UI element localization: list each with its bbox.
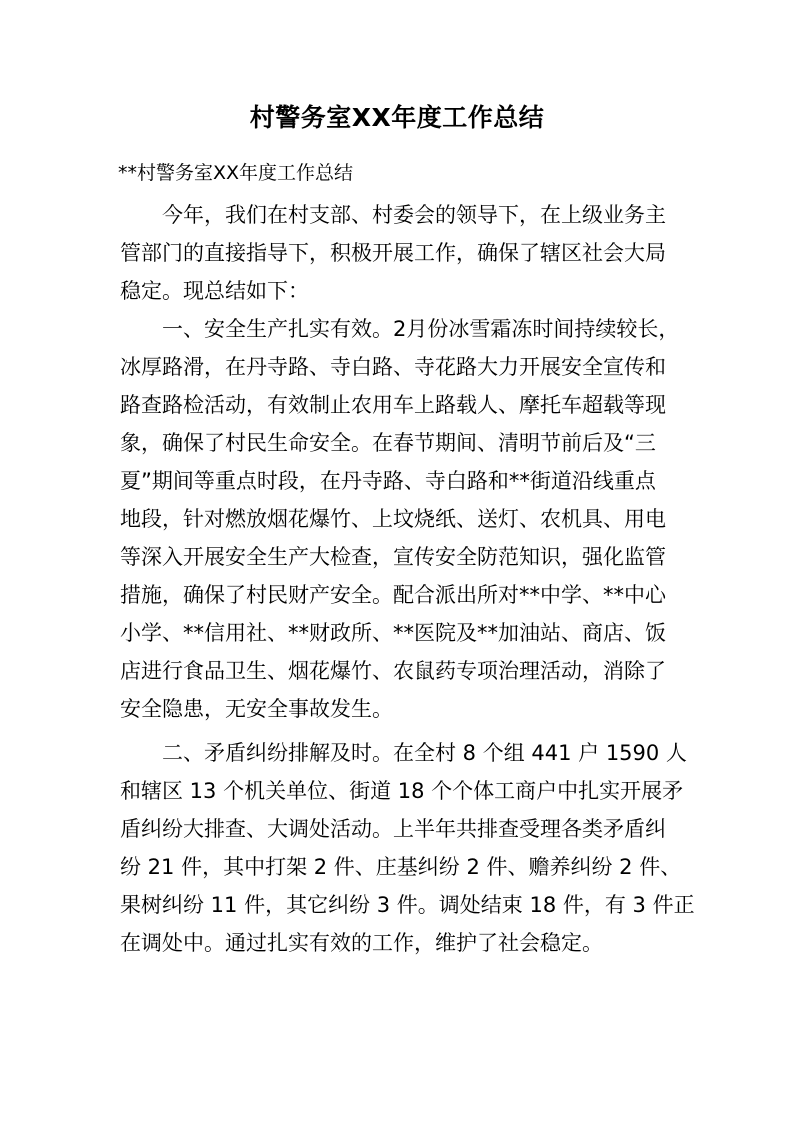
paragraph-intro: [120, 196, 688, 310]
paragraph-disputes: [120, 734, 695, 962]
paragraph-line: 等深入开展安全生产大检查，宣传安全防范知识，强化监管: [120, 545, 666, 569]
paragraph-line: 冰厚路滑，在丹寺路、寺白路、寺花路大力开展安全宣传和: [120, 355, 666, 379]
paragraph-line: 一、安全生产扎实有效。2月份冰雪霜冻时间持续较长，: [162, 317, 680, 341]
document-body: [120, 196, 695, 962]
paragraph-line: 今年，我们在村支部、村委会的领导下，在上级业务主: [162, 203, 666, 227]
paragraph-line: 小学、**信用社、**财政所、**医院及**加油站、商店、饭: [120, 621, 666, 645]
paragraph-line: 在调处中。通过扎实有效的工作，维护了社会稳定。: [120, 931, 603, 955]
paragraph-safety: [120, 310, 688, 728]
document-title: 村警务室XX年度工作总结: [249, 103, 545, 132]
paragraph-line: 安全隐患，无安全事故发生。: [120, 697, 393, 721]
paragraph-line: 店进行食品卫生、烟花爆竹、农鼠药专项治理活动，消除了: [120, 659, 666, 683]
paragraph-line: 象，确保了村民生命安全。在春节期间、清明节前后及“三: [120, 431, 656, 455]
paragraph-line: 路查路检活动，有效制止农用车上路载人、摩托车超载等现: [120, 393, 666, 417]
paragraph-line: 地段，针对燃放烟花爆竹、上坟烧纸、送灯、农机具、用电: [120, 507, 666, 531]
paragraph-line: 果树纠纷 11 件，其它纠纷 3 件。调处结束 18 件，有 3 件正: [120, 893, 695, 917]
paragraph-line: 二、矛盾纠纷排解及时。在全村 8 个组 441 户 1590 人: [162, 741, 687, 765]
document-subtitle: **村警务室XX年度工作总结: [118, 162, 354, 184]
paragraph-line: 盾纠纷大排查、大调处活动。上半年共排查受理各类矛盾纠: [120, 817, 666, 841]
paragraph-line: 措施，确保了村民财产安全。配合派出所对**中学、**中心: [120, 583, 666, 607]
paragraph-line: 和辖区 13 个机关单位、街道 18 个个体工商户中扎实开展矛: [120, 779, 684, 803]
paragraph-line: 纷 21 件，其中打架 2 件、庄基纠纷 2 件、赡养纠纷 2 件、: [120, 855, 682, 879]
paragraph-line: 稳定。现总结如下：: [120, 279, 309, 303]
paragraph-line: 夏”期间等重点时段，在丹寺路、寺白路和**街道沿线重点: [120, 469, 656, 493]
paragraph-line: 管部门的直接指导下，积极开展工作，确保了辖区社会大局: [120, 241, 666, 265]
